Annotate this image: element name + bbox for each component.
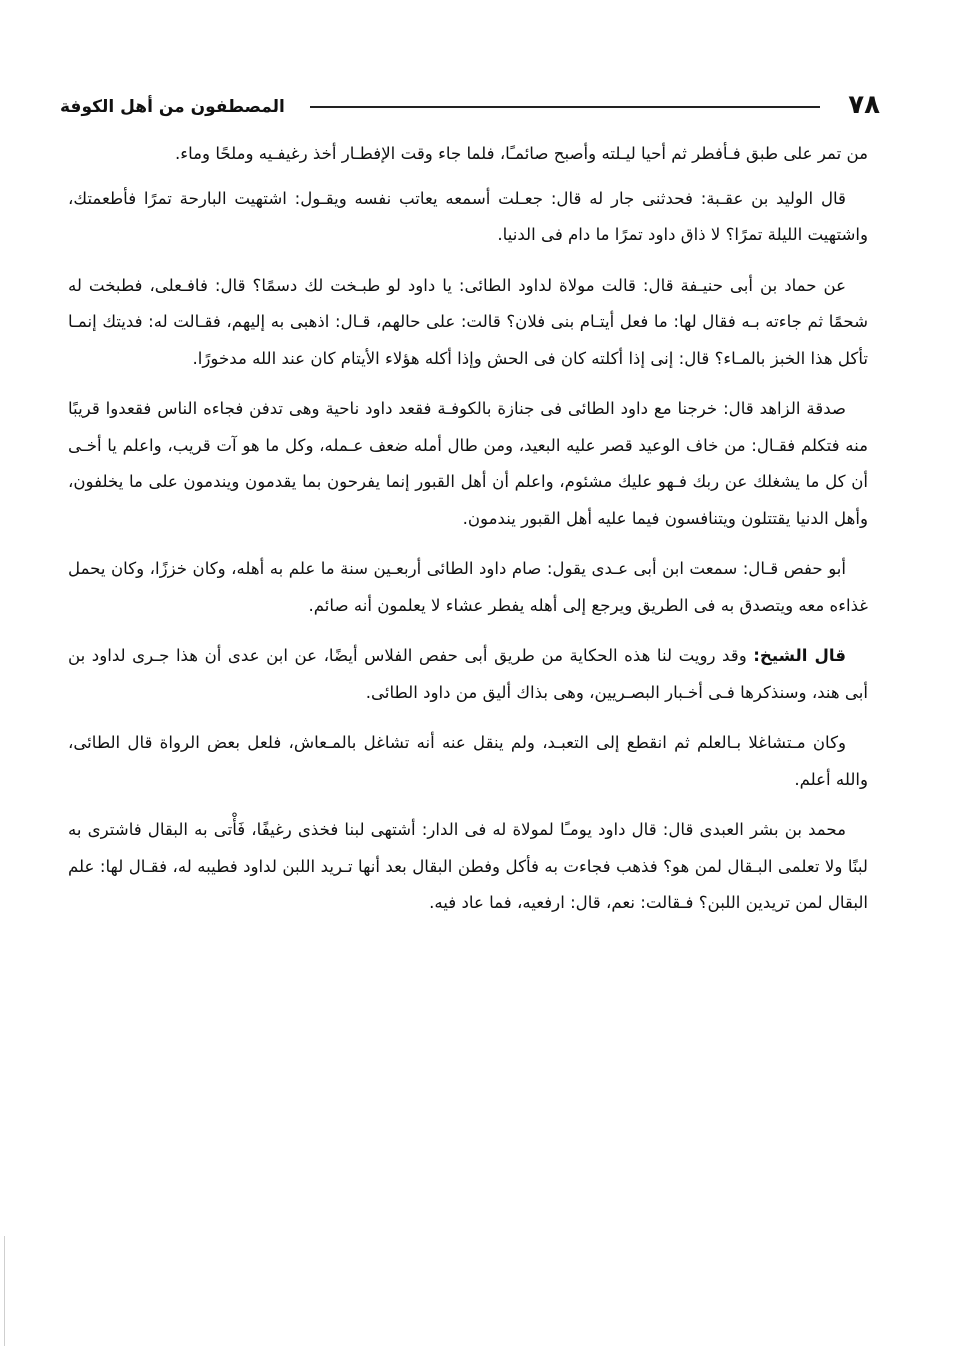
paragraph-text: وقد رويت لنا هذه الحكاية من طريق أبى حفص الفلاس أيضًا، عن ابن عدى أن هذا جـرى لداود بن أبى هند، وسنذكرها فـى أخـبار البصـريين، وهى بذاك أليق من داود الطائى.: [68, 646, 868, 702]
paragraph-text: أبو حفص قـال: سمعت ابن أبى عـدى يقول: صام داود الطائى أربعـين سنة ما علم به أهله، وكان خززًا، وكان يحمل غذاءه معه ويتصدق به فى الطريق ويرجع إلى أهله يفطر عشاء لا يعلمون أنه صائم.: [68, 559, 868, 615]
paragraph-text: قال الوليد بن عقـبة: فحدثنى جار له قال: جعـلت أسمعه يعاتب نفسه ويقـول: اشتهيت البارحة تمرًا فأطعمتك، واشتهيت الليلة تمرًا؟ لا ذاق داود تمرًا ما دام فى الدنيا.: [68, 188, 868, 244]
speaker-label: قال الشيخ:: [753, 646, 846, 665]
paragraph-8: [68, 812, 868, 922]
paragraph-4: [68, 391, 868, 537]
paragraph-2: [68, 181, 868, 254]
paragraph-3: [68, 268, 868, 378]
paragraph-text: صدقة الزاهد قال: خرجنا مع داود الطائى فى جنازة بالكوفـة فقعد داود ناحية وهى تدفن فجاءه الناس فقعدوا قريبًا منه فتكلم فقـال: من خاف الوعيد قصر عليه البعيد، ومن طال أمله ضعف عـمله، وكل ما هو آت قريب، واعلم يا أخـى أن كل ما يشغلك عن ربك فـهو عليك مشئوم، واعلم أن أهل القبور إنما يفرحون بما يقدمون ويندمون على ما يخلفون، وأهل الدنيا يقتتلون ويتنافسون فيما عليه أهل القبور يندمون.: [68, 399, 868, 528]
running-title: المصطفون من أهل الكوفة: [60, 97, 285, 117]
paragraph-text: محمد بن بشر العبدى قال: قال داود يومـًا لمولاة له فى الدار: أشتهى لبنا فخذى رغيفًا، فَأْتى به البقال فاشترى به لبنًا ولا تعلمى البـقال لمن هو؟ فذهب فجاءت به فأكل وفطن البقال بعد أنها تـريد اللبن لداود فطيبه له، فقـال لها: علم البقال لمن تريدين اللبن؟ فـقالت: نعم، قال: ارفعيه، فما عاد فيه.: [68, 820, 868, 912]
paragraph-text: من تمر على طبق فـأفطر ثم أحيا ليـلته وأصبح صائمـًا، فلما جاء وقت الإفطـار أخذ رغيفـيه وملحًا وماء.: [175, 144, 868, 163]
scan-edge-mark: [4, 1236, 5, 1346]
page-body: [68, 136, 868, 936]
header-rule: [310, 106, 820, 108]
page-header: [60, 88, 880, 128]
paragraph-text: عن حماد بن أبى حنيـفة قال: قالت مولاة لداود الطائى: يا داود لو طبـخت لك دسمًا؟ قال: فافـعلى، فطبخت له شحمًا ثم جاءته بـه فقال لها: ما فعل أيتـام بنى فلان؟ قالت: على حالهم، قـال: اذهبى به إليهم، فقـالت له: فديتك إنمـا تأكل هذا الخبز بالمـاء؟ قال: إنى إذا أكلته كان فى الحش وإذا أكله هؤلاء الأيتام كان عند الله مدخورًا.: [68, 275, 868, 368]
page-number: ٧٨: [848, 90, 880, 120]
paragraph-6: [68, 638, 868, 711]
paragraph-text: وكان مـتشاغلا بـالعلم ثم انقطع إلى التعبـد، ولم ينقل عنه أنه تشاغل بالمـعاش، فلعل بعض الرواة قال الطائى، والله أعلم.: [68, 733, 868, 789]
paragraph-1: [68, 136, 868, 173]
paragraph-7: [68, 725, 868, 798]
paragraph-5: [68, 551, 868, 624]
